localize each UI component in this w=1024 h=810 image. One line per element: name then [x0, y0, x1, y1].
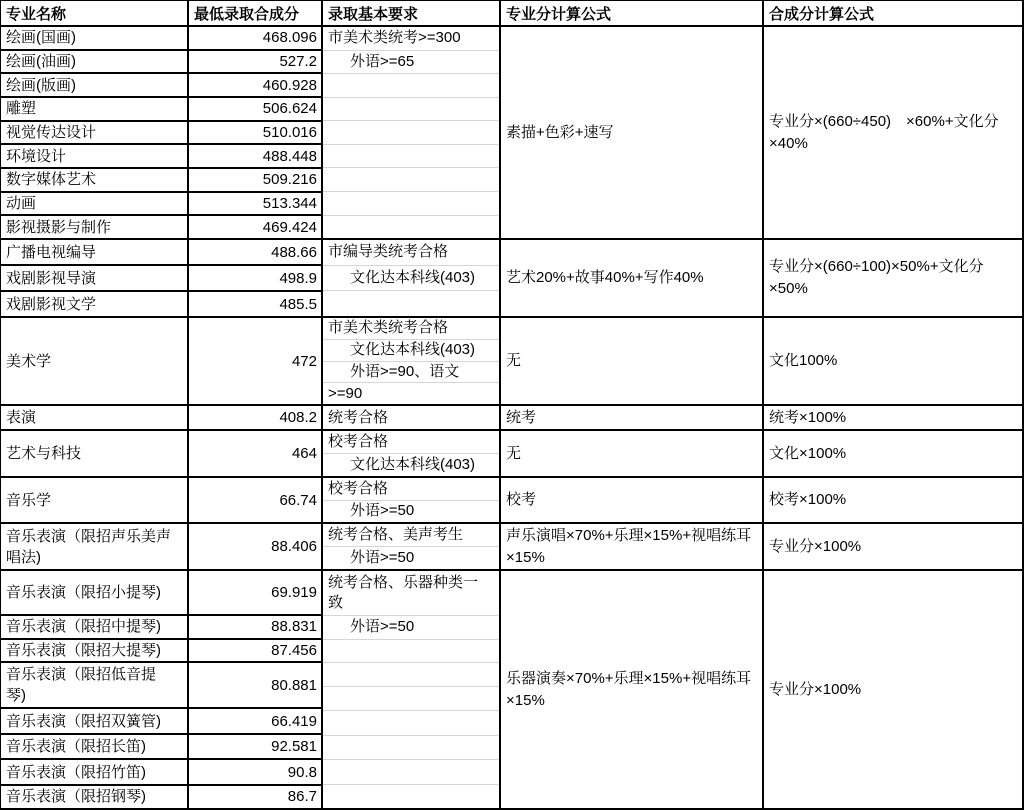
score-cell: 498.9	[189, 266, 321, 292]
requirement-line: 市美术类统考合格	[323, 318, 499, 340]
comp-formula-cell: 专业分×(660÷100)×50%+文化分×50%	[769, 258, 984, 297]
score-cell: 80.881	[189, 663, 321, 709]
score-cell: 86.7	[287, 788, 317, 806]
score-cell: 527.2	[189, 51, 321, 75]
requirement-line-empty	[323, 192, 499, 216]
requirement-line-empty	[323, 663, 499, 687]
requirement-line-empty	[323, 785, 499, 808]
comp-formula-cell: 专业分×100%	[769, 537, 862, 555]
prof-formula-cell: 校考	[501, 478, 764, 522]
major-name-cell: 音乐表演（限招长笛)	[1, 735, 187, 760]
requirement-line: 文化达本科线(403)	[323, 340, 499, 362]
comp-formula-cell: 校考×100%	[769, 491, 847, 508]
prof-formula-cell: 艺术20%+故事40%+写作40%	[501, 240, 764, 316]
major-name-cell: 音乐学	[6, 491, 52, 509]
requirement-line-empty	[323, 121, 499, 145]
requirement-line: 统考合格、乐器种类一致	[323, 571, 499, 616]
requirement-line: 市美术类统考>=300	[323, 27, 499, 51]
major-name-cell: 音乐表演（限招竹笛)	[1, 760, 187, 785]
major-name-cell: 影视摄影与制作	[6, 218, 112, 236]
major-name-cell: 绘画(油画)	[1, 51, 187, 75]
requirement-line: 校考合格	[323, 478, 499, 501]
score-cell: 460.928	[189, 74, 321, 98]
requirement-line-empty	[323, 98, 499, 122]
major-name-cell: 戏剧影视文学	[6, 295, 97, 313]
prof-formula-cell: 无	[501, 431, 764, 476]
prof-formula-cell: 素描+色彩+速写	[501, 27, 764, 238]
major-name-cell: 动画	[1, 193, 187, 217]
score-cell: 66.74	[279, 491, 317, 509]
major-name-cell: 表演	[6, 409, 37, 426]
major-name-cell: 音乐表演（限招声乐美声唱法)	[6, 527, 172, 566]
major-name-cell: 广播电视编导	[1, 240, 187, 266]
score-cell: 88.406	[271, 538, 317, 555]
major-name-cell: 音乐表演（限招低音提琴)	[1, 663, 187, 709]
score-cell: 509.216	[189, 169, 321, 193]
group-band-art-technology	[1, 431, 1022, 478]
group-band-fine-arts	[1, 27, 1022, 240]
score-cell: 469.424	[262, 218, 317, 236]
major-name-cell: 雕塑	[1, 98, 187, 122]
score-cell: 513.344	[189, 193, 321, 217]
score-cell: 472	[291, 352, 317, 370]
group-band-broadcast-drama	[1, 240, 1022, 318]
score-cell: 66.419	[189, 709, 321, 735]
score-cell: 87.456	[189, 640, 321, 663]
score-cell: 488.66	[189, 240, 321, 266]
prof-formula-cell: 声乐演唱×70%+乐理×15%+视唱练耳×15%	[501, 524, 764, 569]
header-basic-requirements: 录取基本要求	[323, 1, 501, 25]
header-composite-score-formula: 合成分计算公式	[769, 5, 875, 23]
requirement-line: 校考合格	[323, 431, 499, 454]
score-cell: 510.016	[189, 122, 321, 146]
requirement-line-empty	[323, 640, 499, 663]
comp-formula-cell: 统考×100%	[769, 408, 847, 426]
major-name-cell: 环境设计	[1, 145, 187, 169]
table-header-row	[1, 1, 1022, 27]
major-name-cell: 戏剧影视导演	[1, 266, 187, 292]
score-cell: 488.448	[189, 145, 321, 169]
requirement-line: 外语>=50	[350, 549, 415, 566]
requirement-line: >=90	[328, 384, 363, 402]
requirement-line: 文化达本科线(403)	[350, 456, 476, 473]
score-cell: 464	[291, 445, 317, 462]
requirement-line-empty	[323, 711, 499, 737]
requirement-line: 文化达本科线(403)	[323, 266, 499, 292]
group-band-performance	[1, 406, 1022, 431]
requirement-line-empty	[323, 760, 499, 785]
score-cell: 69.919	[189, 571, 321, 616]
comp-formula-cell: 文化×100%	[769, 444, 847, 462]
comp-formula-cell: 文化100%	[769, 352, 838, 369]
header-min-composite-score: 最低录取合成分	[189, 1, 323, 25]
requirement-line-empty	[323, 736, 499, 760]
score-cell: 408.2	[279, 409, 317, 426]
major-name-cell: 音乐表演（限招大提琴)	[1, 640, 187, 663]
group-band-instrument-performance	[1, 571, 1022, 808]
requirement-line: 市编导类统考合格	[323, 240, 499, 266]
comp-formula-cell: 专业分×(660÷450) ×60%+文化分×40%	[769, 112, 999, 152]
requirement-line-empty	[323, 74, 499, 98]
group-band-art-theory	[1, 318, 1022, 406]
requirement-line: 外语>=50	[323, 616, 499, 640]
major-name-cell: 美术学	[6, 352, 52, 370]
major-name-cell: 绘画(国画)	[1, 27, 187, 51]
header-major-score-formula: 专业分计算公式	[501, 1, 764, 25]
requirement-line: 外语>=65	[323, 51, 499, 75]
score-cell: 506.624	[189, 98, 321, 122]
comp-formula-cell: 专业分×100%	[769, 680, 862, 698]
group-band-musicology	[1, 478, 1022, 524]
major-name-cell: 艺术与科技	[6, 445, 82, 462]
major-name-cell: 音乐表演（限招小提琴)	[1, 571, 187, 616]
requirement-line: 统考合格	[328, 408, 389, 426]
score-cell: 92.581	[189, 735, 321, 760]
score-cell: 485.5	[279, 295, 317, 313]
requirement-line-empty	[323, 145, 499, 169]
score-cell: 90.8	[189, 760, 321, 785]
requirement-line-empty	[323, 216, 499, 239]
score-cell: 88.831	[189, 616, 321, 640]
prof-formula-cell: 乐器演奏×70%+乐理×15%+视唱练耳×15%	[501, 571, 764, 808]
group-band-vocal-performance	[1, 524, 1022, 571]
major-name-cell: 数字媒体艺术	[1, 169, 187, 193]
major-name-cell: 绘画(版画)	[1, 74, 187, 98]
requirement-line: 外语>=50	[350, 502, 415, 520]
major-name-cell: 音乐表演（限招钢琴)	[6, 788, 146, 806]
score-cell: 468.096	[189, 27, 321, 51]
major-name-cell: 音乐表演（限招中提琴)	[1, 616, 187, 640]
requirement-line-empty	[323, 687, 499, 711]
requirement-line-empty	[323, 291, 499, 316]
requirement-line: 外语>=90、语文	[323, 362, 499, 384]
requirement-line: 统考合格、美声考生	[323, 524, 499, 547]
major-name-cell: 视觉传达设计	[1, 122, 187, 146]
header-major-name: 专业名称	[1, 1, 189, 25]
prof-formula-cell: 无	[501, 318, 764, 404]
prof-formula-cell: 统考	[501, 406, 764, 429]
requirement-line-empty	[323, 168, 499, 192]
major-name-cell: 音乐表演（限招双簧管)	[1, 709, 187, 735]
